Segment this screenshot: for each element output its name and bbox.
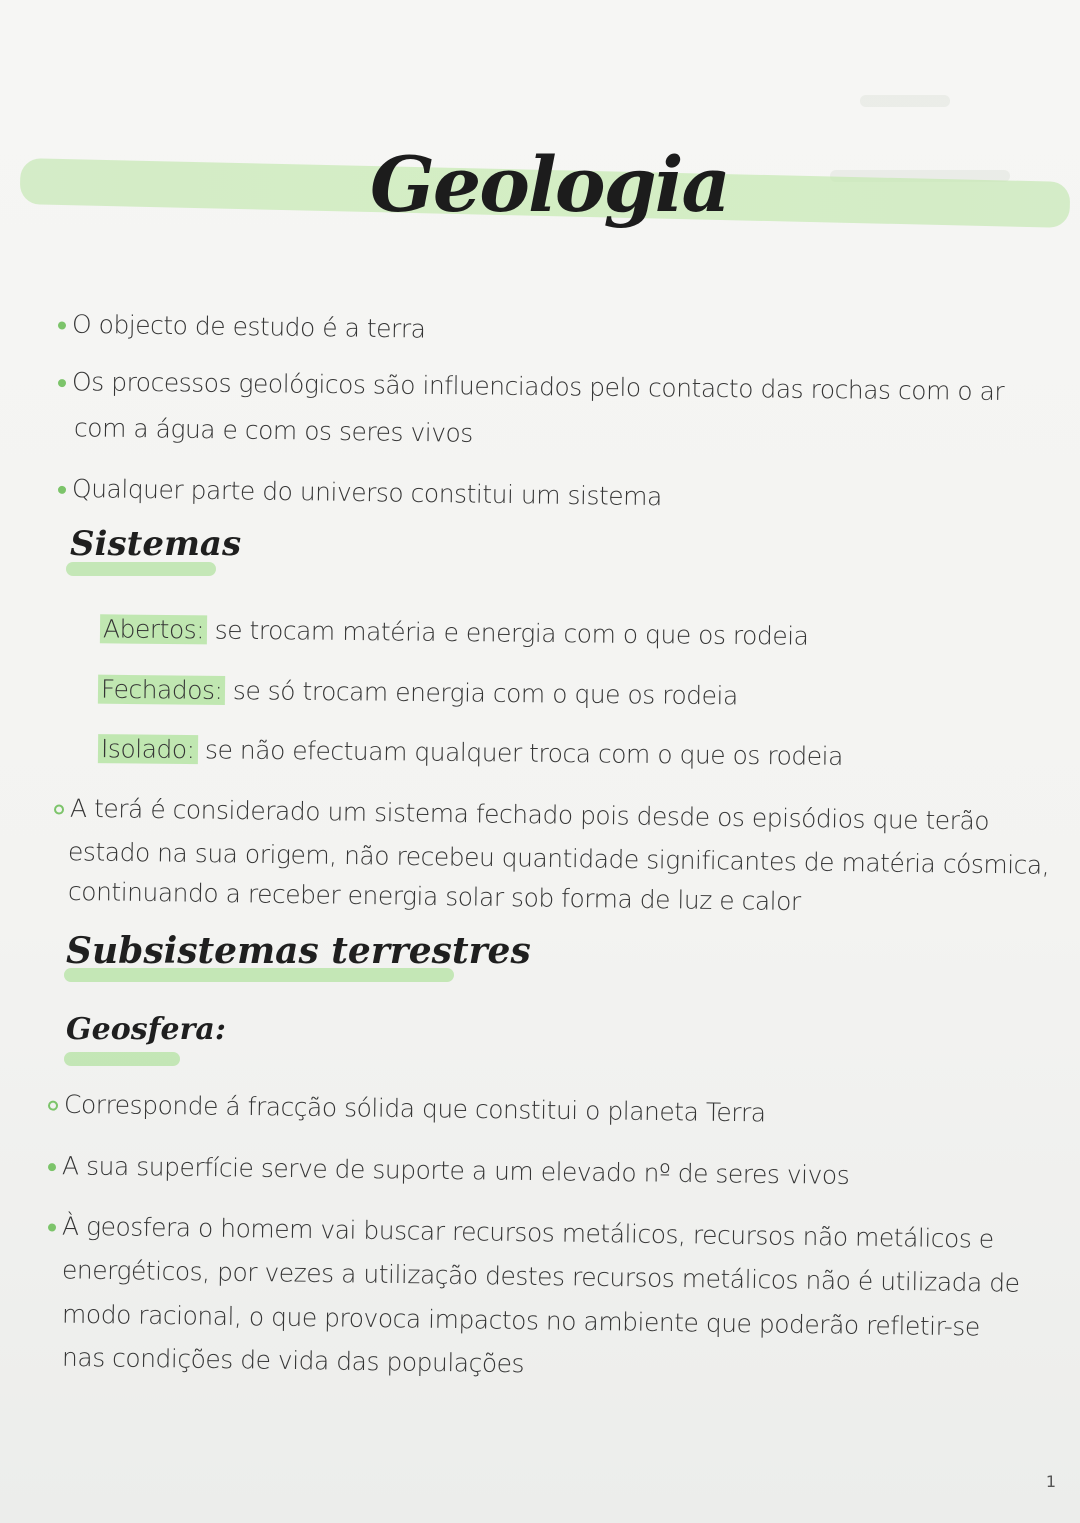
bullet-item — [58, 309, 426, 343]
page-title: Geologia — [370, 140, 729, 229]
bullet-continuation: continuando a receber energia solar sob forma de luz e calor — [67, 876, 801, 917]
bullet-item — [48, 1151, 850, 1190]
bullet-item — [58, 474, 662, 511]
bullet-continuation: energéticos, por vezes a utilização destes recursos metálicos não é utilizada de — [61, 1255, 1020, 1298]
bullet-text: A sua superfície serve de suporte a um elevado nº de seres vivos — [61, 1151, 850, 1190]
bullet-icon — [48, 1223, 56, 1231]
bullet-item — [58, 367, 1004, 406]
subheading-geosfera: Geosfera: — [66, 1012, 226, 1047]
bullet-icon — [54, 804, 64, 814]
section-heading-subsistemas: Subsistemas terrestres — [66, 930, 531, 972]
bullet-text: A terá é considerado um sistema fechado pois desde os episódios que terão — [69, 793, 990, 836]
bullet-icon — [48, 1163, 56, 1171]
bullet-continuation: nas condições de vida das populações — [61, 1342, 525, 1379]
bullet-text: O objecto de estudo é a terra — [71, 309, 426, 344]
term-fechados: Fechados: — [98, 675, 226, 705]
bullet-continuation: estado na sua origem, não recebeu quantidade significantes de matéria cósmica, — [67, 837, 1050, 880]
bullet-text: Os processos geológicos são influenciados pelo contacto das rochas com o ar — [71, 367, 1005, 406]
term-isolado: Isolado: — [98, 734, 198, 764]
definition: se trocam matéria e energia com o que os rodeia — [214, 615, 809, 651]
bullet-item — [48, 1211, 994, 1253]
term-abertos: Abertos: — [100, 614, 207, 644]
system-type-item — [100, 614, 809, 650]
bleed-through — [860, 95, 950, 107]
bullet-icon — [58, 321, 66, 329]
bullet-continuation: com a água e com os seres vivos — [73, 413, 474, 448]
bullet-text: Qualquer parte do universo constitui um sistema — [71, 473, 663, 512]
system-type-item — [98, 675, 738, 711]
bullet-item — [48, 1090, 766, 1128]
section-heading-sistemas: Sistemas — [70, 524, 242, 564]
bullet-continuation: modo racional, o que provoca impactos no ambiente que poderão refletir-se — [61, 1299, 980, 1342]
heading-highlight — [66, 562, 216, 576]
bullet-icon — [58, 486, 66, 494]
bullet-text: Corresponde á fracção sólida que constitui o planeta Terra — [63, 1089, 766, 1128]
definition: se só trocam energia com o que os rodeia — [232, 676, 738, 711]
heading-highlight — [64, 1052, 180, 1066]
bullet-icon — [48, 1101, 58, 1111]
bullet-icon — [58, 379, 66, 387]
system-type-item — [98, 734, 843, 771]
bullet-item — [54, 793, 989, 835]
page-number: 1 — [1045, 1472, 1056, 1491]
definition: se não efectuam qualquer troca com o que os rodeia — [204, 735, 844, 771]
bullet-text: À geosfera o homem vai buscar recursos metálicos, recursos não metálicos e — [61, 1211, 994, 1254]
